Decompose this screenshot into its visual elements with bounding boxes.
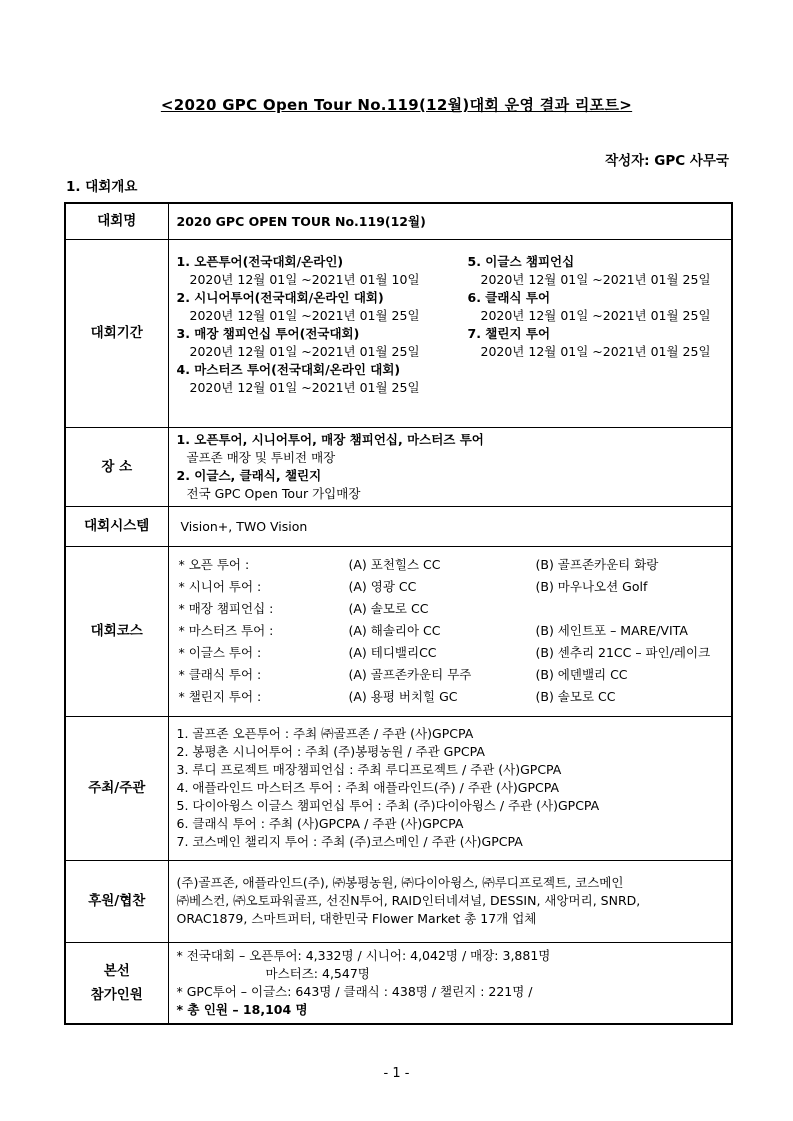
label-system: 대회시스템: [65, 506, 168, 546]
period-item-dates: 2020년 12월 01일 ~2021년 01월 25일: [480, 343, 711, 359]
course-a: (A) 테디밸리CC: [348, 645, 437, 660]
row-name: [65, 203, 732, 239]
sponsor-line: ㈜베스컨, ㈜오토파워골프, 선진N투어, RAID인터네셔널, DESSIN, 새앙머리, SNRD,: [176, 893, 641, 908]
label-period: 대회기간: [65, 239, 168, 427]
period-item-dates: 2020년 12월 01일 ~2021년 01월 25일: [189, 307, 420, 323]
venue-detail: 전국 GPC Open Tour 가입매장: [186, 485, 361, 501]
overview-table: [64, 202, 733, 1025]
value-host: [168, 716, 732, 860]
course-row: [177, 576, 724, 598]
course-tour: * 클래식 투어 :: [178, 667, 262, 682]
host-item: 1. 골프존 오픈투어 : 주최 ㈜골프존 / 주관 (사)GPCPA: [176, 726, 474, 741]
course-b: (B) 골프존카운티 화랑: [535, 557, 659, 572]
value-period: [168, 239, 732, 427]
course-b: (B) 마우나오션 Golf: [535, 579, 648, 594]
course-tour: * 이글스 투어 :: [178, 645, 262, 660]
row-participants: [65, 942, 732, 1024]
period-item-name: 5. 이글스 챔피언십: [467, 253, 575, 269]
label-participants-line1: 본선: [103, 962, 130, 979]
row-host: [65, 716, 732, 860]
course-tour: * 시니어 투어 :: [178, 579, 262, 594]
participants-total: * 총 인원 – 18,104 명: [176, 1001, 308, 1017]
course-b: (B) 센추리 21CC – 파인/레이크: [535, 645, 711, 660]
period-item-name: 3. 매장 챔피언십 투어(전국대회): [176, 325, 360, 341]
row-period: [65, 239, 732, 427]
value-participants: [168, 942, 732, 1024]
row-venue: [65, 427, 732, 506]
period-item-name: 6. 클래식 투어: [467, 289, 551, 305]
sponsor-line: ORAC1879, 스마트퍼터, 대한민국 Flower Market 총 17개 업체: [176, 911, 537, 926]
course-a: (A) 용평 버치힐 GC: [348, 689, 458, 704]
period-left-column: [177, 253, 468, 397]
period-item-name: 7. 챌린지 투어: [467, 325, 551, 341]
course-a: (A) 골프존카운티 무주: [348, 667, 472, 682]
course-tour: * 마스터즈 투어 :: [178, 623, 274, 638]
course-tour: * 챌린지 투어 :: [178, 689, 262, 704]
label-participants: [65, 942, 168, 1024]
label-name: 대회명: [65, 203, 168, 239]
period-item-dates: 2020년 12월 01일 ~2021년 01월 25일: [189, 379, 420, 395]
course-b: (B) 세인트포 – MARE/VITA: [535, 623, 688, 638]
course-tour: * 오픈 투어 :: [178, 557, 250, 572]
participants-line: * 전국대회 – 오픈투어: 4,332명 / 시니어: 4,042명 / 매장: 3,881명: [176, 947, 551, 963]
course-a: (A) 해솔리아 CC: [348, 623, 441, 638]
row-system: [65, 506, 732, 546]
period-item-name: 1. 오픈투어(전국대회/온라인): [176, 253, 344, 269]
row-courses: [65, 546, 732, 716]
period-item-dates: 2020년 12월 01일 ~2021년 01월 25일: [189, 343, 420, 359]
period-right-column: [468, 253, 711, 397]
course-a: (A) 솔모로 CC: [348, 601, 429, 616]
course-row: [177, 664, 724, 686]
label-host: 주최/주관: [65, 716, 168, 860]
period-item-dates: 2020년 12월 01일 ~2021년 01월 10일: [189, 271, 420, 287]
period-item-name: 4. 마스터즈 투어(전국대회/온라인 대회): [176, 361, 401, 377]
value-sponsor: [168, 860, 732, 942]
course-row: [177, 642, 724, 664]
document-title: <2020 GPC Open Tour No.119(12월)대회 운영 결과 리포트>: [160, 96, 633, 114]
value-name: 2020 GPC OPEN TOUR No.119(12월): [168, 203, 732, 239]
sponsor-line: (주)골프존, 애플라인드(주), ㈜봉평농원, ㈜다이아윙스, ㈜루디프로젝트, 코스메인: [176, 875, 624, 890]
host-item: 2. 봉평촌 시니어투어 : 주최 (주)봉평농원 / 주관 GPCPA: [176, 744, 485, 759]
value-system: Vision+, TWO Vision: [168, 506, 732, 546]
host-item: 4. 애플라인드 마스터즈 투어 : 주최 애플라인드(주) / 주관 (사)GPCPA: [176, 780, 560, 795]
author-line: 작성자: GPC 사무국: [605, 153, 729, 169]
period-item-dates: 2020년 12월 01일 ~2021년 01월 25일: [480, 307, 711, 323]
course-a: (A) 포천힐스 CC: [348, 557, 441, 572]
label-participants-line2: 참가인원: [90, 986, 143, 1003]
section-heading: 1. 대회개요: [66, 179, 138, 195]
page-number: - 1 -: [383, 1066, 410, 1081]
label-sponsor: 후원/협찬: [65, 860, 168, 942]
value-courses: [168, 546, 732, 716]
course-row: [177, 598, 724, 620]
course-a: (A) 영광 CC: [348, 579, 417, 594]
participants-line: 마스터즈: 4,547명: [265, 965, 370, 981]
host-item: 5. 다이아윙스 이글스 챔피언십 투어 : 주최 (주)다이아윙스 / 주관 (사)GPCPA: [176, 798, 600, 813]
course-b: (B) 에덴밸리 CC: [535, 667, 628, 682]
label-courses: 대회코스: [65, 546, 168, 716]
label-venue: 장 소: [65, 427, 168, 506]
period-item-name: 2. 시니어투어(전국대회/온라인 대회): [176, 289, 384, 305]
value-venue: [168, 427, 732, 506]
venue-detail: 골프존 매장 및 투비전 매장: [186, 449, 336, 465]
host-item: 7. 코스메인 챌리지 투어 : 주최 (주)코스메인 / 주관 (사)GPCPA: [176, 834, 523, 849]
course-tour: * 매장 챔피언십 :: [178, 601, 274, 616]
period-item-dates: 2020년 12월 01일 ~2021년 01월 25일: [480, 271, 711, 287]
venue-heading: 2. 이글스, 클래식, 챌린지: [176, 467, 322, 483]
course-b: (B) 솔모로 CC: [535, 689, 616, 704]
course-row: [177, 686, 724, 708]
row-sponsor: [65, 860, 732, 942]
venue-heading: 1. 오픈투어, 시니어투어, 매장 챔피언십, 마스터즈 투어: [176, 431, 484, 447]
host-item: 6. 클래식 투어 : 주최 (사)GPCPA / 주관 (사)GPCPA: [176, 816, 464, 831]
participants-line: * GPC투어 – 이글스: 643명 / 클래식 : 438명 / 챌린지 : 221명 /: [176, 983, 533, 999]
course-row: [177, 554, 724, 576]
course-row: [177, 620, 724, 642]
host-item: 3. 루디 프로젝트 매장챔피언십 : 주최 루디프로젝트 / 주관 (사)GPCPA: [176, 762, 562, 777]
